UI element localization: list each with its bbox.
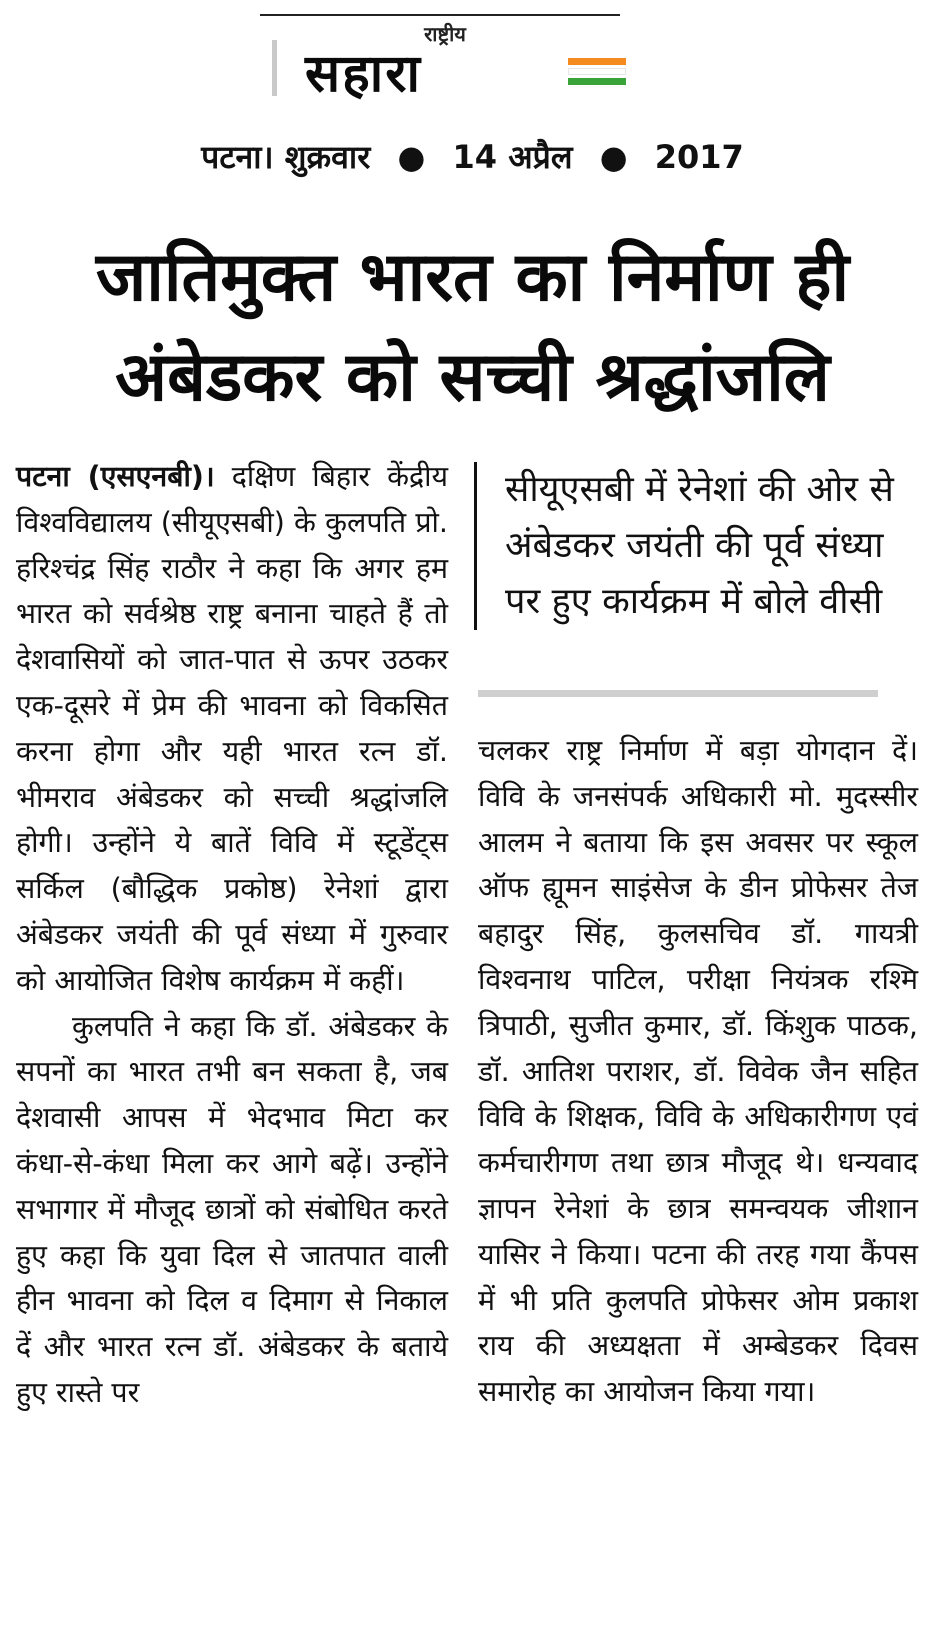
masthead-top-rule <box>260 14 620 16</box>
dateline-day: शुक्रवार <box>284 138 371 176</box>
dateline-date: 14 अप्रैल <box>452 138 573 176</box>
dateline-city: पटना। <box>201 138 274 176</box>
flag-white-stripe <box>568 68 626 75</box>
article-paragraph-1 <box>16 454 448 1004</box>
dateline-separator: ● <box>599 138 628 176</box>
flag-green-stripe <box>568 78 626 85</box>
headline-line-1: जातिमुक्त भारत का निर्माण ही <box>95 238 850 317</box>
pullquote: सीयूएसबी में रेनेशां की ओर से अंबेडकर जयंती की पूर्व संध्या पर हुए कार्यक्रम में बोले वीसी <box>474 462 920 630</box>
dateline <box>0 135 945 178</box>
dateline-separator: ● <box>397 138 426 176</box>
article-column-right <box>478 728 918 1415</box>
article-paragraph-2: कुलपति ने कहा कि डॉ. अंबेडकर के सपनों का भारत तभी बन सकता है, जब देशवासी आपस में भेदभाव मिटा कर कंधा-से-कंधा मिला कर आगे बढ़ें। उन्होंने सभागार में मौजूद छात्रों को संबोधित करते हुए कहा कि युवा दिल से जातपात वाली हीन भावना को दिल व दिमाग से निकाल दें और भारत रत्न डॉ. अंबेडकर के बताये हुए रास्ते पर <box>16 1009 448 1409</box>
article-paragraph-3: चलकर राष्ट्र निर्माण में बड़ा योगदान दें। विवि के जनसंपर्क अधिकारी मो. मुदस्सीर आलम ने बताया कि इस अवसर पर स्कूल ऑफ ह्यूमन साइंसेज के डीन प्रोफेसर तेज बहादुर सिंह, कुलसचिव डॉ. गायत्री विश्वनाथ पाटिल, परीक्षा नियंत्रक रश्मि त्रिपाठी, सुजीत कुमार, डॉ. किंशुक पाठक, डॉ. आतिश पराशर, डॉ. विवेक जैन सहित विवि के शिक्षक, विवि के अधिकारीगण एवं कर्मचारीगण तथा छात्र मौजूद थे। धन्यवाद ज्ञापन रेनेशां के छात्र समन्वयक जीशान यासिर ने किया। पटना की तरह गया कैंपस में भी प्रति कुलपति प्रोफेसर ओम प्रकाश राय की अध्यक्षता में अम्बेडकर दिवस समारोह का आयोजन किया गया। <box>478 734 918 1409</box>
flag-saffron-stripe <box>568 58 626 65</box>
pullquote-rule <box>478 690 878 697</box>
masthead-small-label: राष्ट्रीय <box>424 22 466 46</box>
article-column-left <box>16 454 448 1416</box>
newspaper-logo: सहारा <box>305 44 422 104</box>
headline-line-2: अंबेडकर को सच्ची श्रद्धांजलि <box>115 338 830 417</box>
headline <box>0 228 945 428</box>
tricolor-flag-icon <box>568 58 626 88</box>
article-paragraph-1-text: दक्षिण बिहार केंद्रीय विश्वविद्यालय (सीयूएसबी) के कुलपति प्रो. हरिश्चंद्र सिंह राठौर ने कहा कि अगर हम भारत को सर्वश्रेष्ठ राष्ट्र बनाना चाहते हैं तो देशवासियों को जात-पात से ऊपर उठकर एक-दूसरे में प्रेम की भावना को विकसित करना होगा और यही भारत रत्न डॉ. भीमराव अंबेडकर को सच्ची श्रद्धांजलि होगी। उन्होंने ये बातें विवि में स्टूडेंट्स सर्किल (बौद्धिक प्रकोष्ठ) रेनेशां द्वारा अंबेडकर जयंती की पूर्व संध्या में गुरुवार को आयोजित विशेष कार्यक्रम में कहीं। <box>16 460 449 997</box>
dateline-year: 2017 <box>654 138 744 176</box>
article-dateline-lead: पटना (एसएनबी)। <box>16 460 215 493</box>
masthead-side-bar <box>272 40 277 96</box>
